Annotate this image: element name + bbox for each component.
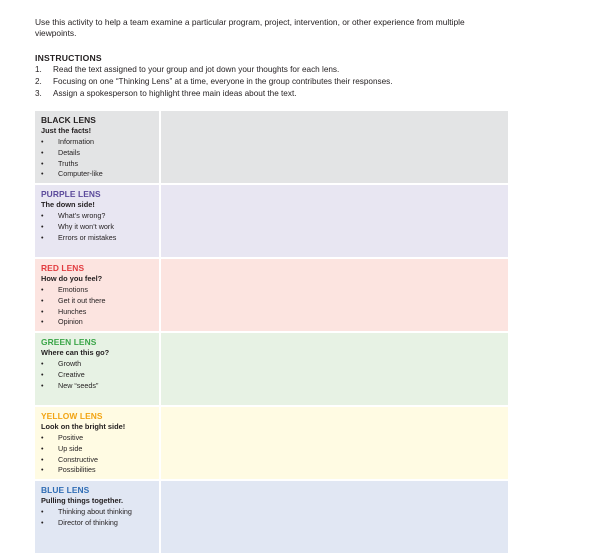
lens-title: BLACK LENS: [41, 115, 96, 125]
lens-response-area-blue[interactable]: [161, 481, 508, 553]
lens-item: • What’s wrong?: [41, 211, 106, 220]
lens-item: • Hunches: [41, 306, 87, 316]
lens-item: • Possibilities: [41, 465, 96, 475]
instructions-heading: INSTRUCTIONS: [35, 53, 102, 63]
lens-item: • Creative: [41, 369, 85, 379]
lens-table: [35, 111, 508, 555]
lens-items: [41, 433, 159, 476]
lens-response-area-red[interactable]: [161, 259, 508, 331]
lens-title: GREEN LENS: [41, 337, 97, 347]
lens-item: • Information: [41, 137, 94, 146]
step-text: Focusing on one “Thinking Lens” at a time, everyone in the group contributes their responses.: [53, 77, 393, 86]
lens-subtitle: Just the facts!: [41, 126, 92, 135]
lens-item: • Errors or mistakes: [41, 232, 117, 242]
lens-item: • Details: [41, 147, 80, 157]
lens-item: • Why it won’t work: [41, 221, 114, 231]
lens-items: [41, 507, 159, 529]
lens-item: • Emotions: [41, 285, 88, 294]
lens-subtitle: The down side!: [41, 200, 95, 209]
lens-label-cell: [35, 407, 159, 479]
lens-item: • Opinion: [41, 317, 83, 327]
lens-subtitle: How do you feel?: [41, 274, 103, 283]
lens-title: PURPLE LENS: [41, 189, 101, 199]
lens-item: • Constructive: [41, 454, 98, 464]
lens-label-cell: [35, 481, 159, 553]
lens-item: • Thinking about thinking: [41, 507, 132, 516]
lens-subtitle: Look on the bright side!: [41, 422, 126, 431]
lens-row-red: [35, 259, 508, 331]
lens-response-area-green[interactable]: [161, 333, 508, 405]
lens-title: RED LENS: [41, 263, 85, 273]
lens-subtitle: Pulling things together.: [41, 496, 124, 505]
lens-label-cell: [35, 185, 159, 257]
lens-row-black: [35, 111, 508, 183]
step-number: 3.: [35, 89, 42, 98]
lens-items: [41, 137, 159, 180]
lens-label-cell: [35, 111, 159, 183]
lens-subtitle: Where can this go?: [41, 348, 110, 357]
lens-item: • Growth: [41, 359, 82, 368]
intro-text: Use this activity to help a team examine a particular program, project, intervention, or other experience from multiple viewpoints.: [35, 17, 465, 38]
lens-row-green: [35, 333, 508, 405]
step-number: 1.: [35, 65, 42, 74]
lens-item: • Director of thinking: [41, 517, 118, 527]
lens-item: • Computer-like: [41, 169, 103, 179]
lens-label-cell: [35, 333, 159, 405]
lens-label-cell: [35, 259, 159, 331]
lens-row-purple: [35, 185, 508, 257]
lens-items: [41, 285, 159, 328]
instruction-step: [35, 88, 393, 100]
lens-item: • Positive: [41, 433, 84, 442]
step-text: Assign a spokesperson to highlight three main ideas about the text.: [53, 89, 297, 98]
lens-response-area-purple[interactable]: [161, 185, 508, 257]
lens-title: YELLOW LENS: [41, 411, 103, 421]
lens-title: BLUE LENS: [41, 485, 90, 495]
lens-item: • New “seeds”: [41, 380, 99, 390]
lens-item: • Get it out there: [41, 295, 106, 305]
instruction-step: [35, 64, 393, 76]
lens-row-blue: [35, 481, 508, 553]
instruction-step: [35, 76, 393, 88]
step-number: 2.: [35, 77, 42, 86]
step-text: Read the text assigned to your group and jot down your thoughts for each lens.: [53, 65, 340, 74]
instructions-list: [35, 64, 393, 100]
lens-row-yellow: [35, 407, 508, 479]
lens-response-area-yellow[interactable]: [161, 407, 508, 479]
lens-item: • Truths: [41, 158, 79, 168]
lens-response-area-black[interactable]: [161, 111, 508, 183]
lens-items: [41, 359, 159, 391]
lens-items: [41, 211, 159, 243]
lens-item: • Up side: [41, 443, 83, 453]
